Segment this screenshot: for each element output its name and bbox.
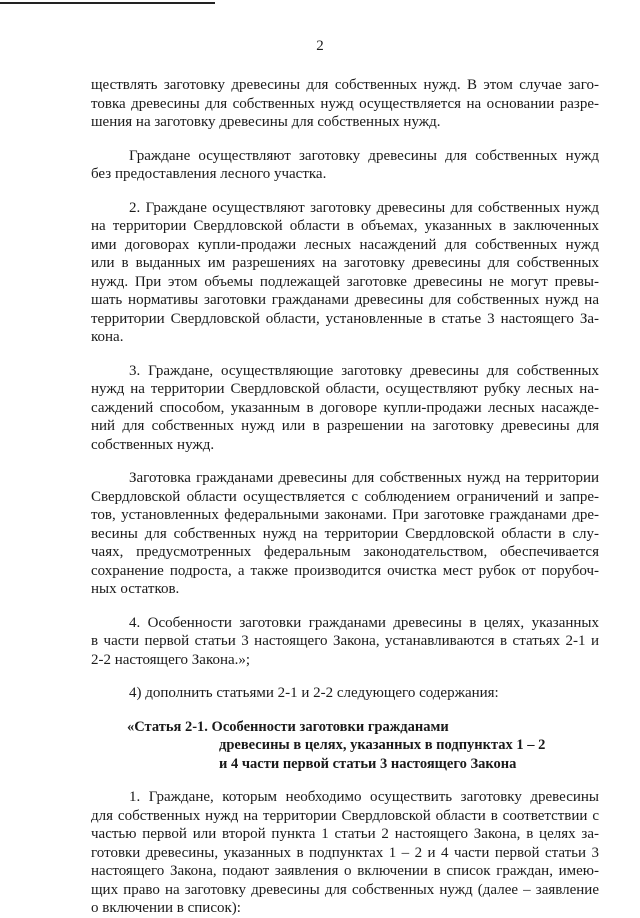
text-line: готовки древесины, указанных в подпунктах 1 – 2 и 4 части первой статьи 3 [91,844,599,861]
scan-artifact-line [0,2,215,4]
paragraph [91,788,599,918]
paragraph [91,147,599,184]
article-heading [91,718,599,774]
text-line: кона. [91,329,124,345]
paragraph [91,469,599,599]
text-line: ных остатков. [91,581,180,597]
text-line: 2. Граждане осуществляют заготовку древесины для собственных нужд [129,199,599,216]
text-line: на территории Свердловской области в объемах, указанных в заключенных [91,218,599,234]
text-line: без предоставления лесного участка. [91,166,327,182]
document-body [91,76,599,918]
text-line: нужд на территории Свердловской области, осуществляют рубку лесных на- [91,381,599,397]
text-line: 2-2 настоящего Закона.»; [91,651,251,668]
text-line: настоящего Закона, подают заявления о включении в список граждан, имею- [91,863,599,879]
text-line: шения на заготовку древесины для собственных нужд. [91,114,441,130]
article-heading-line: «Статья 2-1. Особенности заготовки гражданами [127,718,449,735]
text-line: ществлять заготовку древесины для собственных нужд. В этом случае заго- [91,77,599,93]
paragraph [91,76,599,132]
text-line: саждений способом, указанным в договоре купли-продажи лесных насажде- [91,399,599,416]
article-heading-line: древесины в целях, указанных в подпунктах 1 – 2 [219,737,546,753]
text-line: тов, установленных федеральными законами. При заготовке гражданами дре- [91,507,599,523]
text-line: весины для собственных нужд на территории Свердловской области в слу- [91,525,599,542]
paragraph [91,362,599,455]
text-line: ими договорах купли-продажи лесных насаждений для собственных нужд [91,236,599,253]
text-line: или в выданных им разрешениях на заготовку древесины для собственных [91,255,599,271]
text-line: частью первой или второй пункта 1 статьи 2 настоящего Закона, в целях за- [91,826,599,842]
text-line: Свердловской области осуществляется с соблюдением ограничений и запре- [91,488,599,505]
paragraph [91,684,599,703]
text-line: для собственных нужд на территории Свердловской области в соответствии с [91,807,599,824]
text-line: чаях, предусмотренных федеральным законодательством, обеспечивается [91,544,599,560]
article-heading-line: и 4 части первой статьи 3 настоящего Закона [219,755,517,772]
text-line: 4) дополнить статьями 2-1 и 2-2 следующего содержания: [129,685,499,701]
text-line: Заготовка гражданами древесины для собственных нужд на территории [129,470,599,486]
text-line: территории Свердловской области, установленные в статье 3 настоящего За- [91,310,599,327]
text-line: нужд. При этом объемы подлежащей заготовке древесины не могут превы- [91,273,599,290]
text-line: сохранение подроста, а также производится очистка мест рубок от порубоч- [91,562,599,579]
text-line: ний для собственных нужд или в разрешении на заготовку древесины для [91,418,599,434]
text-line: товка древесины для собственных нужд осуществляется на основании разре- [91,95,599,112]
paragraph [91,199,599,347]
paragraph [91,614,599,670]
text-line: 4. Особенности заготовки гражданами древесины в целях, указанных [129,614,599,631]
text-line: 3. Граждане, осуществляющие заготовку древесины для собственных [129,362,599,379]
text-line: Граждане осуществляют заготовку древесины для собственных нужд [129,147,599,164]
text-line: в части первой статьи 3 настоящего Закона, устанавливаются в статьях 2-1 и [91,633,599,649]
text-line: собственных нужд. [91,436,215,453]
page-number: 2 [316,38,324,54]
text-line: 1. Граждане, которым необходимо осуществить заготовку древесины [129,789,599,805]
text-line: щих право на заготовку древесины для собственных нужд (далее – заявление [91,881,599,898]
text-line: о включении в список): [91,900,241,916]
text-line: шать нормативы заготовки гражданами древесины для собственных нужд на [91,292,599,308]
